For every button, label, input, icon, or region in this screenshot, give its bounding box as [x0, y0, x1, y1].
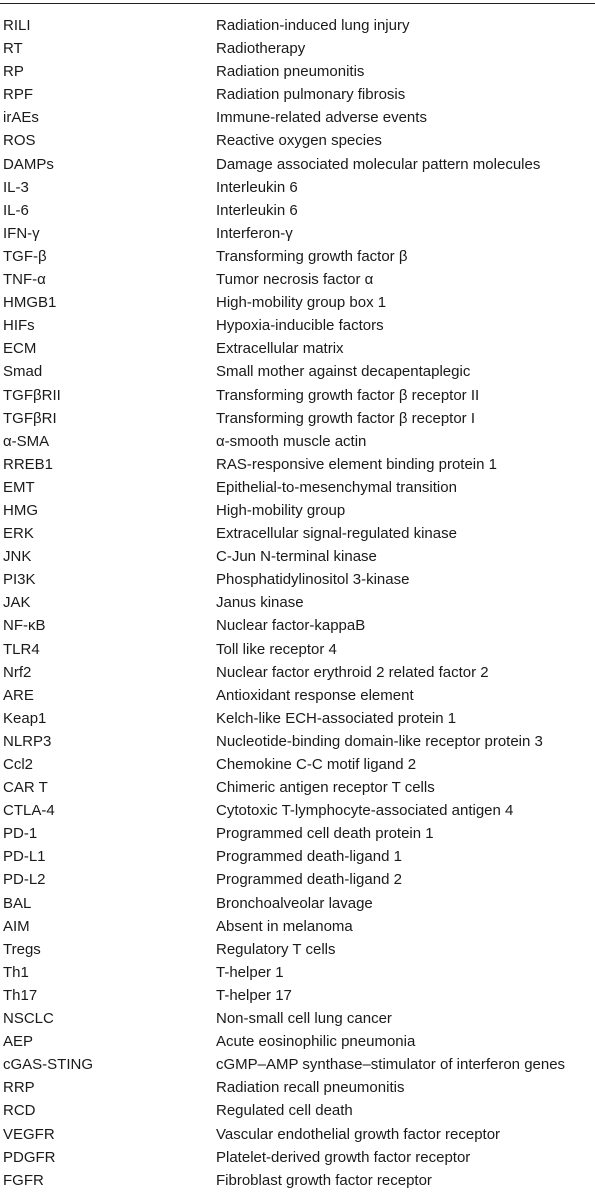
table-row — [0, 938, 595, 961]
abbreviation-cell: ERK — [3, 525, 34, 543]
definition-cell: Tumor necrosis factor α — [216, 271, 374, 289]
definition-cell: Programmed cell death protein 1 — [216, 825, 434, 843]
abbreviation-cell: JAK — [3, 594, 31, 612]
definition-cell: Nuclear factor erythroid 2 related factor 2 — [216, 663, 489, 681]
table-row — [0, 1053, 595, 1076]
abbreviation-cell: RRP — [3, 1079, 35, 1097]
table-row — [0, 868, 595, 891]
abbreviation-cell: HMG — [3, 501, 38, 519]
abbreviation-cell: TGF-β — [3, 247, 47, 265]
abbreviation-cell: PDGFR — [3, 1148, 56, 1166]
definition-cell: Radiation recall pneumonitis — [216, 1079, 405, 1097]
table-row — [0, 337, 595, 360]
abbreviation-cell: RREB1 — [3, 455, 54, 473]
abbreviation-cell: EMT — [3, 478, 35, 496]
definition-cell: High-mobility group box 1 — [216, 294, 387, 312]
table-top-rule — [0, 3, 595, 4]
abbreviation-cell: TGFβRI — [3, 409, 57, 427]
definition-cell: Radiation-induced lung injury — [216, 17, 410, 34]
definition-cell: RAS-responsive element binding protein 1 — [216, 455, 497, 473]
abbreviation-cell: AIM — [3, 917, 30, 935]
table-row — [0, 984, 595, 1007]
table-row — [0, 568, 595, 591]
table-row — [0, 684, 595, 707]
table-row — [0, 407, 595, 430]
abbreviation-cell: ROS — [3, 132, 36, 150]
abbreviation-cell: Keap1 — [3, 709, 47, 727]
definition-cell: T-helper 17 — [216, 986, 292, 1004]
definition-cell: Absent in melanoma — [216, 917, 353, 935]
definition-cell: Chimeric antigen receptor T cells — [216, 779, 435, 797]
abbreviation-cell: PD-L2 — [3, 871, 46, 889]
abbreviation-cell: IFN-γ — [3, 224, 40, 242]
definition-cell: Acute eosinophilic pneumonia — [216, 1033, 416, 1051]
table-row — [0, 753, 595, 776]
abbreviation-cell: CAR T — [3, 779, 48, 797]
definition-cell: Vascular endothelial growth factor receptor — [216, 1125, 501, 1143]
table-row — [0, 522, 595, 545]
table-row — [0, 83, 595, 106]
definition-cell: Epithelial-to-mesenchymal transition — [216, 478, 457, 496]
definition-cell: cGMP–AMP synthase–stimulator of interferon genes — [216, 1056, 566, 1074]
definition-cell: Interferon-γ — [216, 224, 293, 242]
abbreviation-cell: Ccl2 — [3, 756, 34, 773]
definition-cell: Regulatory T cells — [216, 940, 336, 958]
definition-cell: Interleukin 6 — [216, 201, 298, 219]
table-row — [0, 730, 595, 753]
definition-cell: Transforming growth factor β receptor I — [216, 409, 475, 427]
definition-cell: Programmed death-ligand 1 — [216, 848, 402, 866]
abbreviation-cell: NF-κB — [3, 617, 46, 635]
abbreviation-cell: NLRP3 — [3, 732, 52, 750]
table-row — [0, 268, 595, 291]
table-row — [0, 60, 595, 83]
definition-cell: Janus kinase — [216, 594, 304, 612]
abbreviation-cell: PD-L1 — [3, 848, 46, 866]
table-row — [0, 892, 595, 915]
definition-cell: α-smooth muscle actin — [216, 432, 367, 450]
table-row — [0, 476, 595, 499]
table-row — [0, 845, 595, 868]
table-row — [0, 822, 595, 845]
definition-cell: Reactive oxygen species — [216, 132, 382, 150]
definition-cell: Kelch-like ECH-associated protein 1 — [216, 709, 457, 727]
table-row — [0, 961, 595, 984]
table-body — [0, 14, 595, 1192]
table-row — [0, 591, 595, 614]
definition-cell: Immune-related adverse events — [216, 109, 427, 127]
abbreviation-cell: Th1 — [3, 963, 29, 981]
abbreviation-cell: RPF — [3, 86, 33, 104]
definition-cell: Fibroblast growth factor receptor — [216, 1171, 432, 1189]
definition-cell: T-helper 1 — [216, 963, 284, 981]
table-row — [0, 638, 595, 661]
abbreviation-cell: BAL — [3, 894, 32, 912]
abbreviation-cell: NSCLC — [3, 1010, 54, 1028]
table-row — [0, 1146, 595, 1169]
table-row — [0, 614, 595, 637]
table-row — [0, 1007, 595, 1030]
abbreviation-cell: TGFβRII — [3, 386, 61, 404]
abbreviation-cell: DAMPs — [3, 155, 54, 173]
table-row — [0, 199, 595, 222]
definition-cell: Extracellular signal-regulated kinase — [216, 525, 457, 543]
definition-cell: Nuclear factor-kappaB — [216, 617, 366, 635]
table-row — [0, 176, 595, 199]
table-row — [0, 1099, 595, 1122]
abbreviation-cell: Nrf2 — [3, 663, 32, 681]
table-row — [0, 915, 595, 938]
abbreviation-cell: PI3K — [3, 571, 36, 589]
table-row — [0, 707, 595, 730]
abbreviation-cell: cGAS-STING — [3, 1056, 94, 1074]
definition-cell: Cytotoxic T-lymphocyte-associated antigen 4 — [216, 802, 514, 820]
definition-cell: Radiation pulmonary fibrosis — [216, 86, 406, 104]
table-row — [0, 245, 595, 268]
definition-cell: C-Jun N-terminal kinase — [216, 548, 377, 566]
table-row — [0, 453, 595, 476]
table-row — [0, 661, 595, 684]
abbreviation-cell: Th17 — [3, 986, 38, 1004]
definition-cell: Small mother against decapentaplegic — [216, 363, 471, 381]
definition-cell: Extracellular matrix — [216, 340, 344, 358]
abbreviation-cell: TNF-α — [3, 271, 46, 289]
abbreviation-cell: AEP — [3, 1033, 34, 1051]
table-row — [0, 384, 595, 407]
definition-cell: High-mobility group — [216, 501, 346, 519]
abbreviation-cell: RT — [3, 40, 23, 58]
definition-cell: Transforming growth factor β — [216, 247, 408, 265]
definition-cell: Damage associated molecular pattern molecules — [216, 155, 541, 173]
abbreviation-cell: α-SMA — [3, 432, 50, 450]
table-row — [0, 776, 595, 799]
definition-cell: Non-small cell lung cancer — [216, 1010, 392, 1028]
definition-cell: Hypoxia-inducible factors — [216, 317, 384, 335]
definition-cell: Interleukin 6 — [216, 178, 298, 196]
abbreviation-cell: IL-6 — [3, 201, 29, 219]
table-row — [0, 1030, 595, 1053]
abbreviation-cell: irAEs — [3, 109, 39, 127]
abbreviation-cell: FGFR — [3, 1171, 44, 1189]
definition-cell: Bronchoalveolar lavage — [216, 894, 373, 912]
table-row — [0, 314, 595, 337]
table-row — [0, 430, 595, 453]
definition-cell: Transforming growth factor β receptor II — [216, 386, 480, 404]
abbreviation-cell: HMGB1 — [3, 294, 57, 312]
definition-cell: Platelet-derived growth factor receptor — [216, 1148, 471, 1166]
definition-cell: Toll like receptor 4 — [216, 640, 337, 658]
abbreviation-cell: JNK — [3, 548, 32, 566]
abbreviation-cell: CTLA-4 — [3, 802, 55, 820]
definition-cell: Chemokine C-C motif ligand 2 — [216, 756, 417, 773]
definition-cell: Nucleotide-binding domain-like receptor protein 3 — [216, 732, 543, 750]
abbreviation-cell: IL-3 — [3, 178, 29, 196]
table-row — [0, 1076, 595, 1099]
table-row — [0, 1169, 595, 1192]
table-row — [0, 222, 595, 245]
abbreviation-cell: HIFs — [3, 317, 35, 335]
abbreviation-cell: PD-1 — [3, 825, 38, 843]
table-row — [0, 291, 595, 314]
table-row — [0, 106, 595, 129]
definition-cell: Radiation pneumonitis — [216, 63, 365, 81]
definition-cell: Radiotherapy — [216, 40, 306, 58]
definition-cell: Regulated cell death — [216, 1102, 353, 1120]
definition-cell: Programmed death-ligand 2 — [216, 871, 402, 889]
table-row — [0, 360, 595, 383]
abbreviation-cell: RP — [3, 63, 24, 81]
table-row — [0, 14, 595, 37]
table-row — [0, 799, 595, 822]
table-row — [0, 153, 595, 176]
abbreviation-cell: ARE — [3, 686, 34, 704]
abbreviation-cell: Tregs — [3, 940, 41, 958]
abbreviation-cell: RILI — [3, 17, 31, 34]
abbreviation-cell: Smad — [3, 363, 43, 381]
abbreviation-cell: ECM — [3, 340, 37, 358]
table-row — [0, 37, 595, 60]
table-row — [0, 545, 595, 568]
abbreviation-cell: VEGFR — [3, 1125, 55, 1143]
table-row — [0, 129, 595, 152]
definition-cell: Antioxidant response element — [216, 686, 414, 704]
abbreviation-cell: RCD — [3, 1102, 36, 1120]
table-row — [0, 499, 595, 522]
definition-cell: Phosphatidylinositol 3-kinase — [216, 571, 410, 589]
abbreviation-cell: TLR4 — [3, 640, 40, 658]
table-row — [0, 1123, 595, 1146]
